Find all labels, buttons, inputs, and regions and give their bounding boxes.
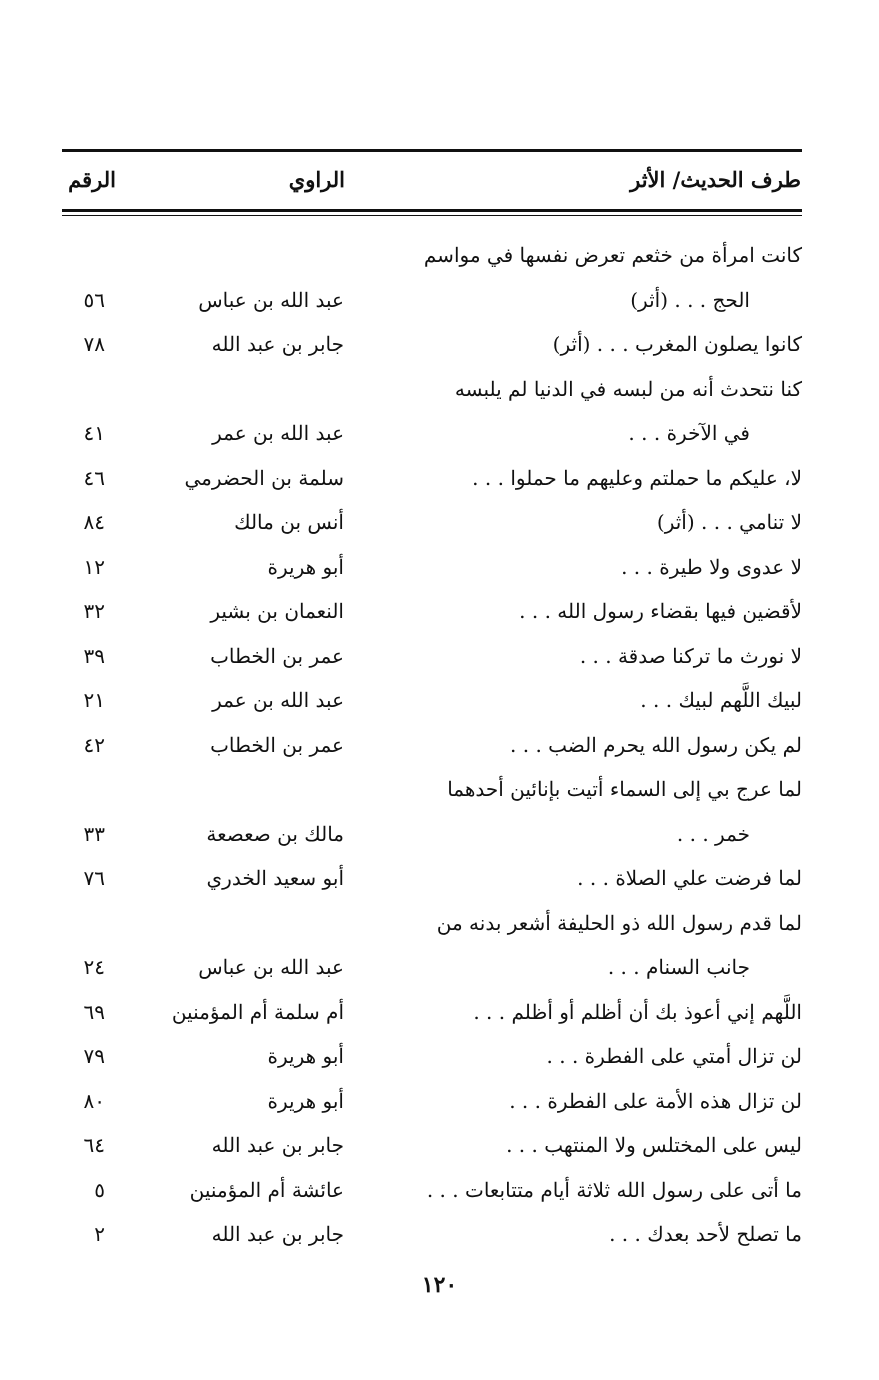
table-row [62,411,802,456]
table-row [62,1212,802,1257]
narrator: جابر بن عبد الله [211,1222,344,1246]
number: ٤٦ [83,465,105,490]
hadith-title: كانوا يصلون المغرب . . . (أثر) [552,332,802,356]
header-narrator: الراوي [288,167,345,192]
table-row [62,1123,802,1168]
table-row [62,1168,802,1213]
number: ٣٣ [83,821,105,846]
table-row [62,812,802,857]
hadith-title: اللَّهم إني أعوذ بك أن أظلم أو أظلم . . . [473,999,802,1024]
hadith-title: لأقضين فيها بقضاء رسول الله . . . [519,599,802,623]
number: ٨٤ [83,510,105,534]
hadith-title: كنا نتحدث أنه من لبسه في الدنيا لم يلبسه [454,376,802,401]
table-row [62,545,802,590]
narrator: عبد الله بن عمر [212,688,344,712]
hadith-title: في الآخرة . . . [628,421,750,445]
hadith-title: لما فرضت علي الصلاة . . . [577,866,802,890]
table-row [62,1034,802,1079]
table-row [62,322,802,367]
table-row [62,990,802,1035]
number: ٧٩ [83,1044,105,1068]
number: ٥ [94,1177,105,1202]
number: ٢١ [83,688,105,712]
hadith-title: لا تنامي . . . (أثر) [656,510,802,534]
narrator: عمر بن الخطاب [210,732,344,757]
number: ٤١ [83,421,105,445]
table-row [62,901,802,946]
header-number: الرقم [68,167,116,192]
number: ٤٢ [83,732,105,757]
hadith-title: لما قدم رسول الله ذو الحليفة أشعر بدنه من [436,910,802,935]
hadith-title: كانت امرأة من خثعم تعرض نفسها في مواسم [423,243,802,267]
number: ٧٨ [83,332,105,356]
narrator: جابر بن عبد الله [211,1133,344,1157]
hadith-title: لم يكن رسول الله يحرم الضب . . . [510,732,802,757]
table-row [62,945,802,990]
narrator: مالك بن صعصعة [206,821,344,846]
table-row [62,589,802,634]
hadith-title: لن تزال أمتي على الفطرة . . . [546,1044,802,1068]
narrator: أبو هريرة [267,554,344,579]
table-row [62,500,802,545]
number: ٢٤ [83,955,105,979]
header-title: طرف الحديث/ الأثر [630,167,801,192]
table-row [62,233,802,278]
narrator: عبد الله بن عمر [212,421,344,445]
narrator: أم سلمة أم المؤمنين [171,999,344,1024]
header-rule-thin [62,215,802,216]
narrator: النعمان بن بشير [210,599,344,623]
hadith-title: لا نورث ما تركنا صدقة . . . [579,643,802,668]
narrator: أبو سعيد الخدري [206,866,344,890]
number: ٣٩ [83,643,105,668]
hadith-title: ما تصلح لأحد بعدك . . . [609,1222,802,1246]
narrator: عائشة أم المؤمنين [189,1177,344,1202]
header-rule [62,209,802,212]
hadith-title: ليس على المختلس ولا المنتهب . . . [506,1133,802,1157]
number: ٦٩ [83,999,105,1024]
table-row [62,1079,802,1124]
table-row [62,723,802,768]
hadith-title: لن تزال هذه الأمة على الفطرة . . . [509,1088,802,1113]
hadith-title: جانب السنام . . . [607,955,750,979]
hadith-title: الحج . . . (أثر) [630,287,750,312]
narrator: أبو هريرة [267,1044,344,1068]
narrator: عمر بن الخطاب [210,643,344,668]
narrator: عبد الله بن عباس [198,287,344,312]
hadith-title: لا عدوى ولا طيرة . . . [621,554,802,579]
number: ١٢ [83,554,105,579]
number: ٢ [94,1222,105,1246]
narrator: جابر بن عبد الله [211,332,344,356]
narrator: عبد الله بن عباس [198,955,344,979]
hadith-title: ما أتى على رسول الله ثلاثة أيام متتابعات . . . [426,1177,802,1202]
page-number: ١٢٠ [421,1272,458,1298]
top-rule [62,149,802,152]
hadith-title: خمر . . . [676,821,750,846]
number: ٦٤ [83,1133,105,1157]
hadith-title: لما عرج بي إلى السماء أتيت بإنائين أحدهما [447,777,802,801]
narrator: أنس بن مالك [234,510,344,534]
hadith-title: لبيك اللَّهم لبيك . . . [640,688,802,712]
number: ٣٢ [83,599,105,623]
number: ٨٠ [83,1088,105,1113]
number: ٧٦ [83,866,105,890]
table-row [62,678,802,723]
table-row [62,278,802,323]
narrator: أبو هريرة [267,1088,344,1113]
index-table [62,233,802,1257]
table-row [62,634,802,679]
table-row [62,856,802,901]
table-row [62,767,802,812]
hadith-title: لا، عليكم ما حملتم وعليهم ما حملوا . . . [472,465,802,490]
number: ٥٦ [83,287,105,312]
table-row [62,367,802,412]
narrator: سلمة بن الحضرمي [184,465,344,490]
table-row [62,456,802,501]
